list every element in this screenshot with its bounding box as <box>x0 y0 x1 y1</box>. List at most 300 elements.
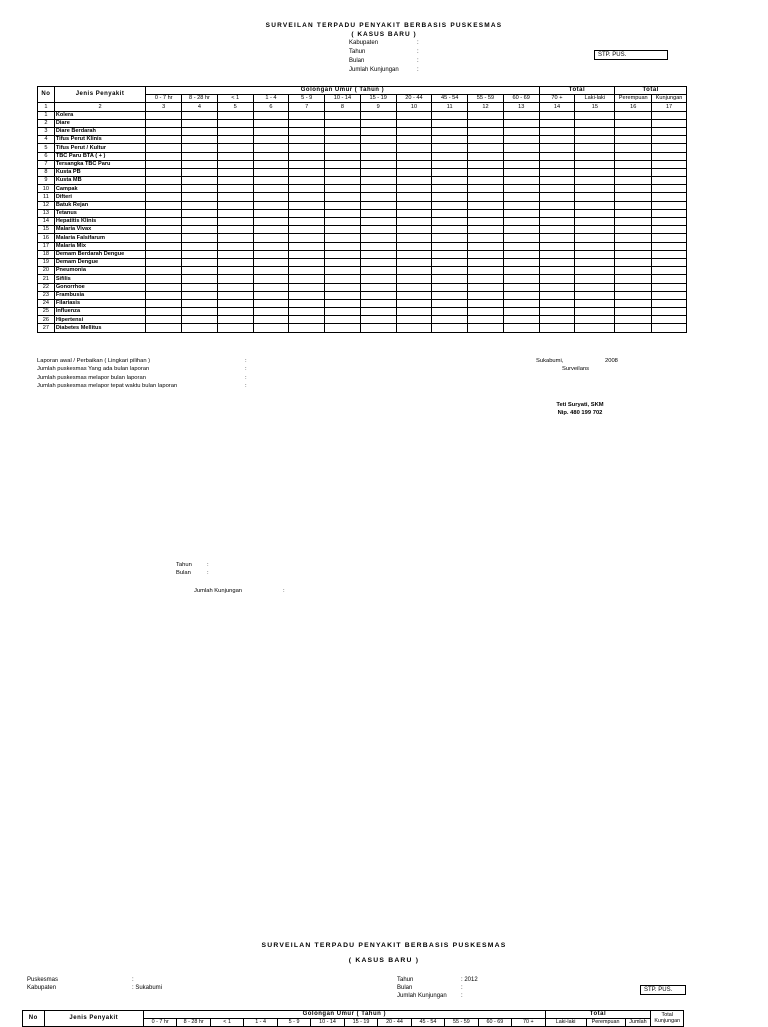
data-cell[interactable] <box>146 316 182 324</box>
data-cell[interactable] <box>575 185 615 193</box>
data-cell[interactable] <box>253 283 289 291</box>
data-cell[interactable] <box>253 324 289 332</box>
data-cell[interactable] <box>615 201 652 209</box>
data-cell[interactable] <box>539 291 575 299</box>
data-cell[interactable] <box>253 168 289 176</box>
data-cell[interactable] <box>575 119 615 127</box>
data-cell[interactable] <box>503 242 539 250</box>
data-cell[interactable] <box>289 152 325 160</box>
data-cell[interactable] <box>146 242 182 250</box>
data-cell[interactable] <box>468 275 504 283</box>
data-cell[interactable] <box>360 193 396 201</box>
data-cell[interactable] <box>182 185 218 193</box>
data-cell[interactable] <box>503 275 539 283</box>
data-cell[interactable] <box>539 185 575 193</box>
data-cell[interactable] <box>182 168 218 176</box>
data-cell[interactable] <box>539 324 575 332</box>
data-cell[interactable] <box>575 209 615 217</box>
data-cell[interactable] <box>360 168 396 176</box>
data-cell[interactable] <box>468 283 504 291</box>
data-cell[interactable] <box>468 168 504 176</box>
data-cell[interactable] <box>539 127 575 135</box>
data-cell[interactable] <box>396 160 432 168</box>
data-cell[interactable] <box>217 111 253 119</box>
data-cell[interactable] <box>615 324 652 332</box>
data-cell[interactable] <box>615 168 652 176</box>
data-cell[interactable] <box>325 234 361 242</box>
data-cell[interactable] <box>652 160 687 168</box>
data-cell[interactable] <box>575 152 615 160</box>
data-cell[interactable] <box>503 250 539 258</box>
data-cell[interactable] <box>396 316 432 324</box>
data-cell[interactable] <box>432 283 468 291</box>
data-cell[interactable] <box>575 144 615 152</box>
data-cell[interactable] <box>217 201 253 209</box>
data-cell[interactable] <box>468 152 504 160</box>
data-cell[interactable] <box>396 218 432 226</box>
data-cell[interactable] <box>652 242 687 250</box>
data-cell[interactable] <box>652 250 687 258</box>
data-cell[interactable] <box>289 316 325 324</box>
data-cell[interactable] <box>396 242 432 250</box>
data-cell[interactable] <box>432 267 468 275</box>
data-cell[interactable] <box>182 250 218 258</box>
data-cell[interactable] <box>146 127 182 135</box>
data-cell[interactable] <box>217 275 253 283</box>
data-cell[interactable] <box>575 160 615 168</box>
data-cell[interactable] <box>539 136 575 144</box>
data-cell[interactable] <box>432 119 468 127</box>
data-cell[interactable] <box>432 185 468 193</box>
data-cell[interactable] <box>253 177 289 185</box>
data-cell[interactable] <box>325 275 361 283</box>
data-cell[interactable] <box>615 127 652 135</box>
data-cell[interactable] <box>360 234 396 242</box>
data-cell[interactable] <box>325 185 361 193</box>
data-cell[interactable] <box>289 308 325 316</box>
data-cell[interactable] <box>360 160 396 168</box>
data-cell[interactable] <box>253 308 289 316</box>
data-cell[interactable] <box>217 209 253 217</box>
data-cell[interactable] <box>615 144 652 152</box>
data-cell[interactable] <box>468 308 504 316</box>
data-cell[interactable] <box>652 209 687 217</box>
data-cell[interactable] <box>503 144 539 152</box>
data-cell[interactable] <box>575 168 615 176</box>
data-cell[interactable] <box>396 209 432 217</box>
data-cell[interactable] <box>146 324 182 332</box>
data-cell[interactable] <box>289 177 325 185</box>
data-cell[interactable] <box>217 119 253 127</box>
data-cell[interactable] <box>652 218 687 226</box>
data-cell[interactable] <box>432 242 468 250</box>
data-cell[interactable] <box>396 258 432 266</box>
data-cell[interactable] <box>217 193 253 201</box>
data-cell[interactable] <box>503 316 539 324</box>
data-cell[interactable] <box>615 136 652 144</box>
data-cell[interactable] <box>396 185 432 193</box>
data-cell[interactable] <box>468 299 504 307</box>
data-cell[interactable] <box>146 218 182 226</box>
data-cell[interactable] <box>396 267 432 275</box>
data-cell[interactable] <box>146 177 182 185</box>
data-cell[interactable] <box>146 226 182 234</box>
data-cell[interactable] <box>539 218 575 226</box>
data-cell[interactable] <box>146 299 182 307</box>
data-cell[interactable] <box>468 267 504 275</box>
data-cell[interactable] <box>289 242 325 250</box>
data-cell[interactable] <box>652 201 687 209</box>
data-cell[interactable] <box>432 168 468 176</box>
data-cell[interactable] <box>432 258 468 266</box>
data-cell[interactable] <box>432 111 468 119</box>
data-cell[interactable] <box>289 136 325 144</box>
data-cell[interactable] <box>253 250 289 258</box>
data-cell[interactable] <box>289 119 325 127</box>
data-cell[interactable] <box>325 177 361 185</box>
data-cell[interactable] <box>539 299 575 307</box>
data-cell[interactable] <box>396 308 432 316</box>
data-cell[interactable] <box>575 324 615 332</box>
data-cell[interactable] <box>615 111 652 119</box>
data-cell[interactable] <box>360 267 396 275</box>
data-cell[interactable] <box>652 316 687 324</box>
data-cell[interactable] <box>539 242 575 250</box>
data-cell[interactable] <box>468 144 504 152</box>
data-cell[interactable] <box>146 250 182 258</box>
data-cell[interactable] <box>468 119 504 127</box>
data-cell[interactable] <box>652 324 687 332</box>
data-cell[interactable] <box>396 127 432 135</box>
data-cell[interactable] <box>575 111 615 119</box>
data-cell[interactable] <box>253 111 289 119</box>
data-cell[interactable] <box>432 209 468 217</box>
data-cell[interactable] <box>146 160 182 168</box>
data-cell[interactable] <box>575 201 615 209</box>
data-cell[interactable] <box>615 242 652 250</box>
data-cell[interactable] <box>539 111 575 119</box>
data-cell[interactable] <box>360 291 396 299</box>
data-cell[interactable] <box>182 234 218 242</box>
data-cell[interactable] <box>652 275 687 283</box>
data-cell[interactable] <box>503 193 539 201</box>
data-cell[interactable] <box>289 283 325 291</box>
data-cell[interactable] <box>396 291 432 299</box>
data-cell[interactable] <box>360 250 396 258</box>
data-cell[interactable] <box>432 193 468 201</box>
data-cell[interactable] <box>432 127 468 135</box>
data-cell[interactable] <box>253 201 289 209</box>
data-cell[interactable] <box>575 308 615 316</box>
data-cell[interactable] <box>396 144 432 152</box>
data-cell[interactable] <box>503 152 539 160</box>
data-cell[interactable] <box>575 291 615 299</box>
data-cell[interactable] <box>146 119 182 127</box>
data-cell[interactable] <box>325 160 361 168</box>
data-cell[interactable] <box>289 299 325 307</box>
data-cell[interactable] <box>289 291 325 299</box>
data-cell[interactable] <box>253 193 289 201</box>
data-cell[interactable] <box>217 291 253 299</box>
data-cell[interactable] <box>503 226 539 234</box>
data-cell[interactable] <box>503 234 539 242</box>
data-cell[interactable] <box>182 111 218 119</box>
data-cell[interactable] <box>289 218 325 226</box>
data-cell[interactable] <box>432 160 468 168</box>
data-cell[interactable] <box>360 258 396 266</box>
data-cell[interactable] <box>146 201 182 209</box>
data-cell[interactable] <box>253 152 289 160</box>
data-cell[interactable] <box>253 144 289 152</box>
data-cell[interactable] <box>503 111 539 119</box>
data-cell[interactable] <box>468 291 504 299</box>
data-cell[interactable] <box>575 275 615 283</box>
data-cell[interactable] <box>652 258 687 266</box>
data-cell[interactable] <box>146 111 182 119</box>
data-cell[interactable] <box>503 201 539 209</box>
data-cell[interactable] <box>360 308 396 316</box>
data-cell[interactable] <box>575 177 615 185</box>
data-cell[interactable] <box>615 226 652 234</box>
data-cell[interactable] <box>432 234 468 242</box>
data-cell[interactable] <box>575 250 615 258</box>
data-cell[interactable] <box>217 127 253 135</box>
data-cell[interactable] <box>539 168 575 176</box>
data-cell[interactable] <box>289 193 325 201</box>
data-cell[interactable] <box>325 201 361 209</box>
data-cell[interactable] <box>468 226 504 234</box>
data-cell[interactable] <box>253 136 289 144</box>
data-cell[interactable] <box>253 299 289 307</box>
data-cell[interactable] <box>253 209 289 217</box>
data-cell[interactable] <box>360 275 396 283</box>
data-cell[interactable] <box>539 250 575 258</box>
data-cell[interactable] <box>615 267 652 275</box>
data-cell[interactable] <box>575 226 615 234</box>
data-cell[interactable] <box>468 201 504 209</box>
data-cell[interactable] <box>615 258 652 266</box>
data-cell[interactable] <box>360 226 396 234</box>
data-cell[interactable] <box>217 226 253 234</box>
data-cell[interactable] <box>432 152 468 160</box>
data-cell[interactable] <box>146 185 182 193</box>
data-cell[interactable] <box>289 226 325 234</box>
data-cell[interactable] <box>325 119 361 127</box>
data-cell[interactable] <box>217 242 253 250</box>
data-cell[interactable] <box>615 119 652 127</box>
data-cell[interactable] <box>360 136 396 144</box>
data-cell[interactable] <box>182 299 218 307</box>
data-cell[interactable] <box>652 111 687 119</box>
data-cell[interactable] <box>652 185 687 193</box>
data-cell[interactable] <box>503 299 539 307</box>
data-cell[interactable] <box>468 324 504 332</box>
data-cell[interactable] <box>539 144 575 152</box>
data-cell[interactable] <box>289 168 325 176</box>
data-cell[interactable] <box>652 291 687 299</box>
data-cell[interactable] <box>432 177 468 185</box>
data-cell[interactable] <box>182 177 218 185</box>
data-cell[interactable] <box>503 160 539 168</box>
data-cell[interactable] <box>575 258 615 266</box>
data-cell[interactable] <box>503 136 539 144</box>
data-cell[interactable] <box>615 177 652 185</box>
data-cell[interactable] <box>182 275 218 283</box>
data-cell[interactable] <box>396 324 432 332</box>
data-cell[interactable] <box>503 119 539 127</box>
data-cell[interactable] <box>539 283 575 291</box>
data-cell[interactable] <box>575 283 615 291</box>
data-cell[interactable] <box>253 119 289 127</box>
data-cell[interactable] <box>289 201 325 209</box>
data-cell[interactable] <box>396 168 432 176</box>
data-cell[interactable] <box>146 136 182 144</box>
data-cell[interactable] <box>503 267 539 275</box>
data-cell[interactable] <box>253 242 289 250</box>
data-cell[interactable] <box>182 324 218 332</box>
data-cell[interactable] <box>253 267 289 275</box>
data-cell[interactable] <box>146 258 182 266</box>
data-cell[interactable] <box>289 324 325 332</box>
data-cell[interactable] <box>503 283 539 291</box>
data-cell[interactable] <box>503 218 539 226</box>
data-cell[interactable] <box>575 218 615 226</box>
data-cell[interactable] <box>360 209 396 217</box>
data-cell[interactable] <box>325 144 361 152</box>
data-cell[interactable] <box>575 267 615 275</box>
data-cell[interactable] <box>468 250 504 258</box>
data-cell[interactable] <box>615 185 652 193</box>
data-cell[interactable] <box>575 299 615 307</box>
data-cell[interactable] <box>360 127 396 135</box>
data-cell[interactable] <box>325 218 361 226</box>
data-cell[interactable] <box>289 185 325 193</box>
data-cell[interactable] <box>217 136 253 144</box>
data-cell[interactable] <box>182 160 218 168</box>
data-cell[interactable] <box>432 324 468 332</box>
data-cell[interactable] <box>253 127 289 135</box>
data-cell[interactable] <box>360 299 396 307</box>
data-cell[interactable] <box>289 275 325 283</box>
data-cell[interactable] <box>432 136 468 144</box>
data-cell[interactable] <box>146 152 182 160</box>
data-cell[interactable] <box>325 226 361 234</box>
data-cell[interactable] <box>575 242 615 250</box>
data-cell[interactable] <box>396 283 432 291</box>
data-cell[interactable] <box>325 136 361 144</box>
data-cell[interactable] <box>182 209 218 217</box>
data-cell[interactable] <box>289 267 325 275</box>
data-cell[interactable] <box>468 242 504 250</box>
data-cell[interactable] <box>539 193 575 201</box>
data-cell[interactable] <box>615 291 652 299</box>
data-cell[interactable] <box>539 267 575 275</box>
data-cell[interactable] <box>217 267 253 275</box>
data-cell[interactable] <box>539 226 575 234</box>
data-cell[interactable] <box>325 258 361 266</box>
data-cell[interactable] <box>217 177 253 185</box>
data-cell[interactable] <box>432 316 468 324</box>
data-cell[interactable] <box>652 283 687 291</box>
data-cell[interactable] <box>575 193 615 201</box>
data-cell[interactable] <box>253 291 289 299</box>
data-cell[interactable] <box>396 152 432 160</box>
data-cell[interactable] <box>360 111 396 119</box>
data-cell[interactable] <box>539 201 575 209</box>
data-cell[interactable] <box>575 127 615 135</box>
data-cell[interactable] <box>396 299 432 307</box>
data-cell[interactable] <box>182 119 218 127</box>
data-cell[interactable] <box>615 308 652 316</box>
data-cell[interactable] <box>652 193 687 201</box>
data-cell[interactable] <box>217 316 253 324</box>
data-cell[interactable] <box>360 144 396 152</box>
data-cell[interactable] <box>289 250 325 258</box>
data-cell[interactable] <box>325 308 361 316</box>
data-cell[interactable] <box>652 177 687 185</box>
data-cell[interactable] <box>217 185 253 193</box>
data-cell[interactable] <box>182 226 218 234</box>
data-cell[interactable] <box>182 127 218 135</box>
data-cell[interactable] <box>539 160 575 168</box>
data-cell[interactable] <box>146 308 182 316</box>
data-cell[interactable] <box>432 308 468 316</box>
data-cell[interactable] <box>325 193 361 201</box>
data-cell[interactable] <box>253 234 289 242</box>
data-cell[interactable] <box>615 316 652 324</box>
data-cell[interactable] <box>575 316 615 324</box>
data-cell[interactable] <box>503 209 539 217</box>
data-cell[interactable] <box>396 234 432 242</box>
data-cell[interactable] <box>432 201 468 209</box>
data-cell[interactable] <box>182 267 218 275</box>
data-cell[interactable] <box>432 299 468 307</box>
data-cell[interactable] <box>615 234 652 242</box>
data-cell[interactable] <box>468 193 504 201</box>
data-cell[interactable] <box>432 144 468 152</box>
data-cell[interactable] <box>360 316 396 324</box>
data-cell[interactable] <box>146 267 182 275</box>
data-cell[interactable] <box>182 242 218 250</box>
data-cell[interactable] <box>217 324 253 332</box>
data-cell[interactable] <box>468 209 504 217</box>
data-cell[interactable] <box>360 218 396 226</box>
data-cell[interactable] <box>615 152 652 160</box>
data-cell[interactable] <box>325 111 361 119</box>
data-cell[interactable] <box>652 267 687 275</box>
data-cell[interactable] <box>253 226 289 234</box>
data-cell[interactable] <box>146 168 182 176</box>
data-cell[interactable] <box>615 160 652 168</box>
data-cell[interactable] <box>182 283 218 291</box>
data-cell[interactable] <box>325 291 361 299</box>
data-cell[interactable] <box>360 283 396 291</box>
data-cell[interactable] <box>289 144 325 152</box>
data-cell[interactable] <box>146 193 182 201</box>
data-cell[interactable] <box>539 258 575 266</box>
data-cell[interactable] <box>360 242 396 250</box>
data-cell[interactable] <box>146 144 182 152</box>
data-cell[interactable] <box>468 218 504 226</box>
data-cell[interactable] <box>396 119 432 127</box>
data-cell[interactable] <box>289 127 325 135</box>
data-cell[interactable] <box>325 127 361 135</box>
data-cell[interactable] <box>217 160 253 168</box>
data-cell[interactable] <box>396 111 432 119</box>
data-cell[interactable] <box>652 152 687 160</box>
data-cell[interactable] <box>652 299 687 307</box>
data-cell[interactable] <box>289 258 325 266</box>
